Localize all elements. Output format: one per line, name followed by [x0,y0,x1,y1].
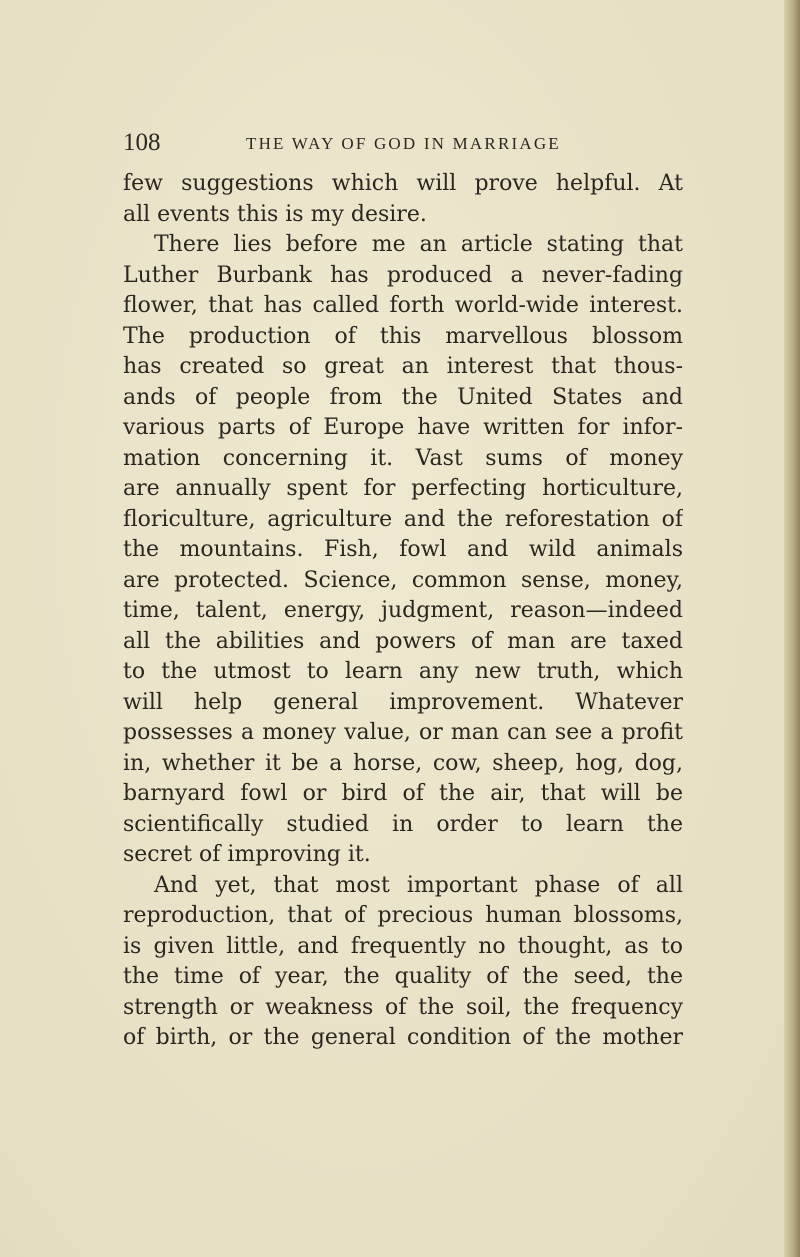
text-line: is given little, and frequently no thought, as to [123,933,683,959]
page-header [0,128,800,158]
text-line: reproduction, that of precious human blossoms, [123,903,683,928]
text-line: all events this is my desire. [123,201,427,227]
text-line: in, whether it be a horse, cow, sheep, hog, dog, [123,750,683,776]
page-edge-shadow [784,0,800,1257]
text-line: the time of year, the quality of the seed, the [123,964,683,989]
text-line: possesses a money value, or man can see a profit [123,720,683,745]
text-line: secret of improving it. [123,842,371,867]
body-text [123,169,683,1054]
text-line: various parts of Europe have written for infor- [123,415,683,440]
running-head: THE WAY OF GOD IN MARRIAGE [246,134,561,153]
text-line: are annually spent for perfecting horticulture, [123,476,683,501]
text-line: Luther Burbank has produced a never-fading [123,262,683,288]
text-line: all the abilities and powers of man are taxed [123,628,683,654]
text-line: scientifically studied in order to learn the [123,811,683,837]
text-line: flower, that has called forth world-wide interest. [123,293,683,318]
text-line: time, talent, energy, judgment, reason—indeed [123,598,683,623]
text-line: strength or weakness of the soil, the frequency [123,994,683,1020]
text-line: The production of this marvellous blossom [123,323,683,349]
text-line: has created so great an interest that thous- [123,354,683,379]
text-line: are protected. Science, common sense, money, [123,567,683,593]
text-line: floriculture, agriculture and the reforestation of [123,506,683,532]
text-line: There lies before me an article stating that [154,232,683,257]
text-line: the mountains. Fish, fowl and wild animals [123,537,683,562]
text-line: will help general improvement. Whatever [123,689,683,715]
page-number: 108 [123,129,161,156]
text-line: of birth, or the general condition of the mother [123,1025,683,1050]
text-line: few suggestions which will prove helpful. At [123,171,683,196]
text-line: to the utmost to learn any new truth, which [123,659,683,684]
text-line: ands of people from the United States and [123,384,683,410]
text-line: And yet, that most important phase of all [154,872,683,898]
text-line: barnyard fowl or bird of the air, that will be [123,781,683,806]
text-line: mation concerning it. Vast sums of money [123,445,683,471]
